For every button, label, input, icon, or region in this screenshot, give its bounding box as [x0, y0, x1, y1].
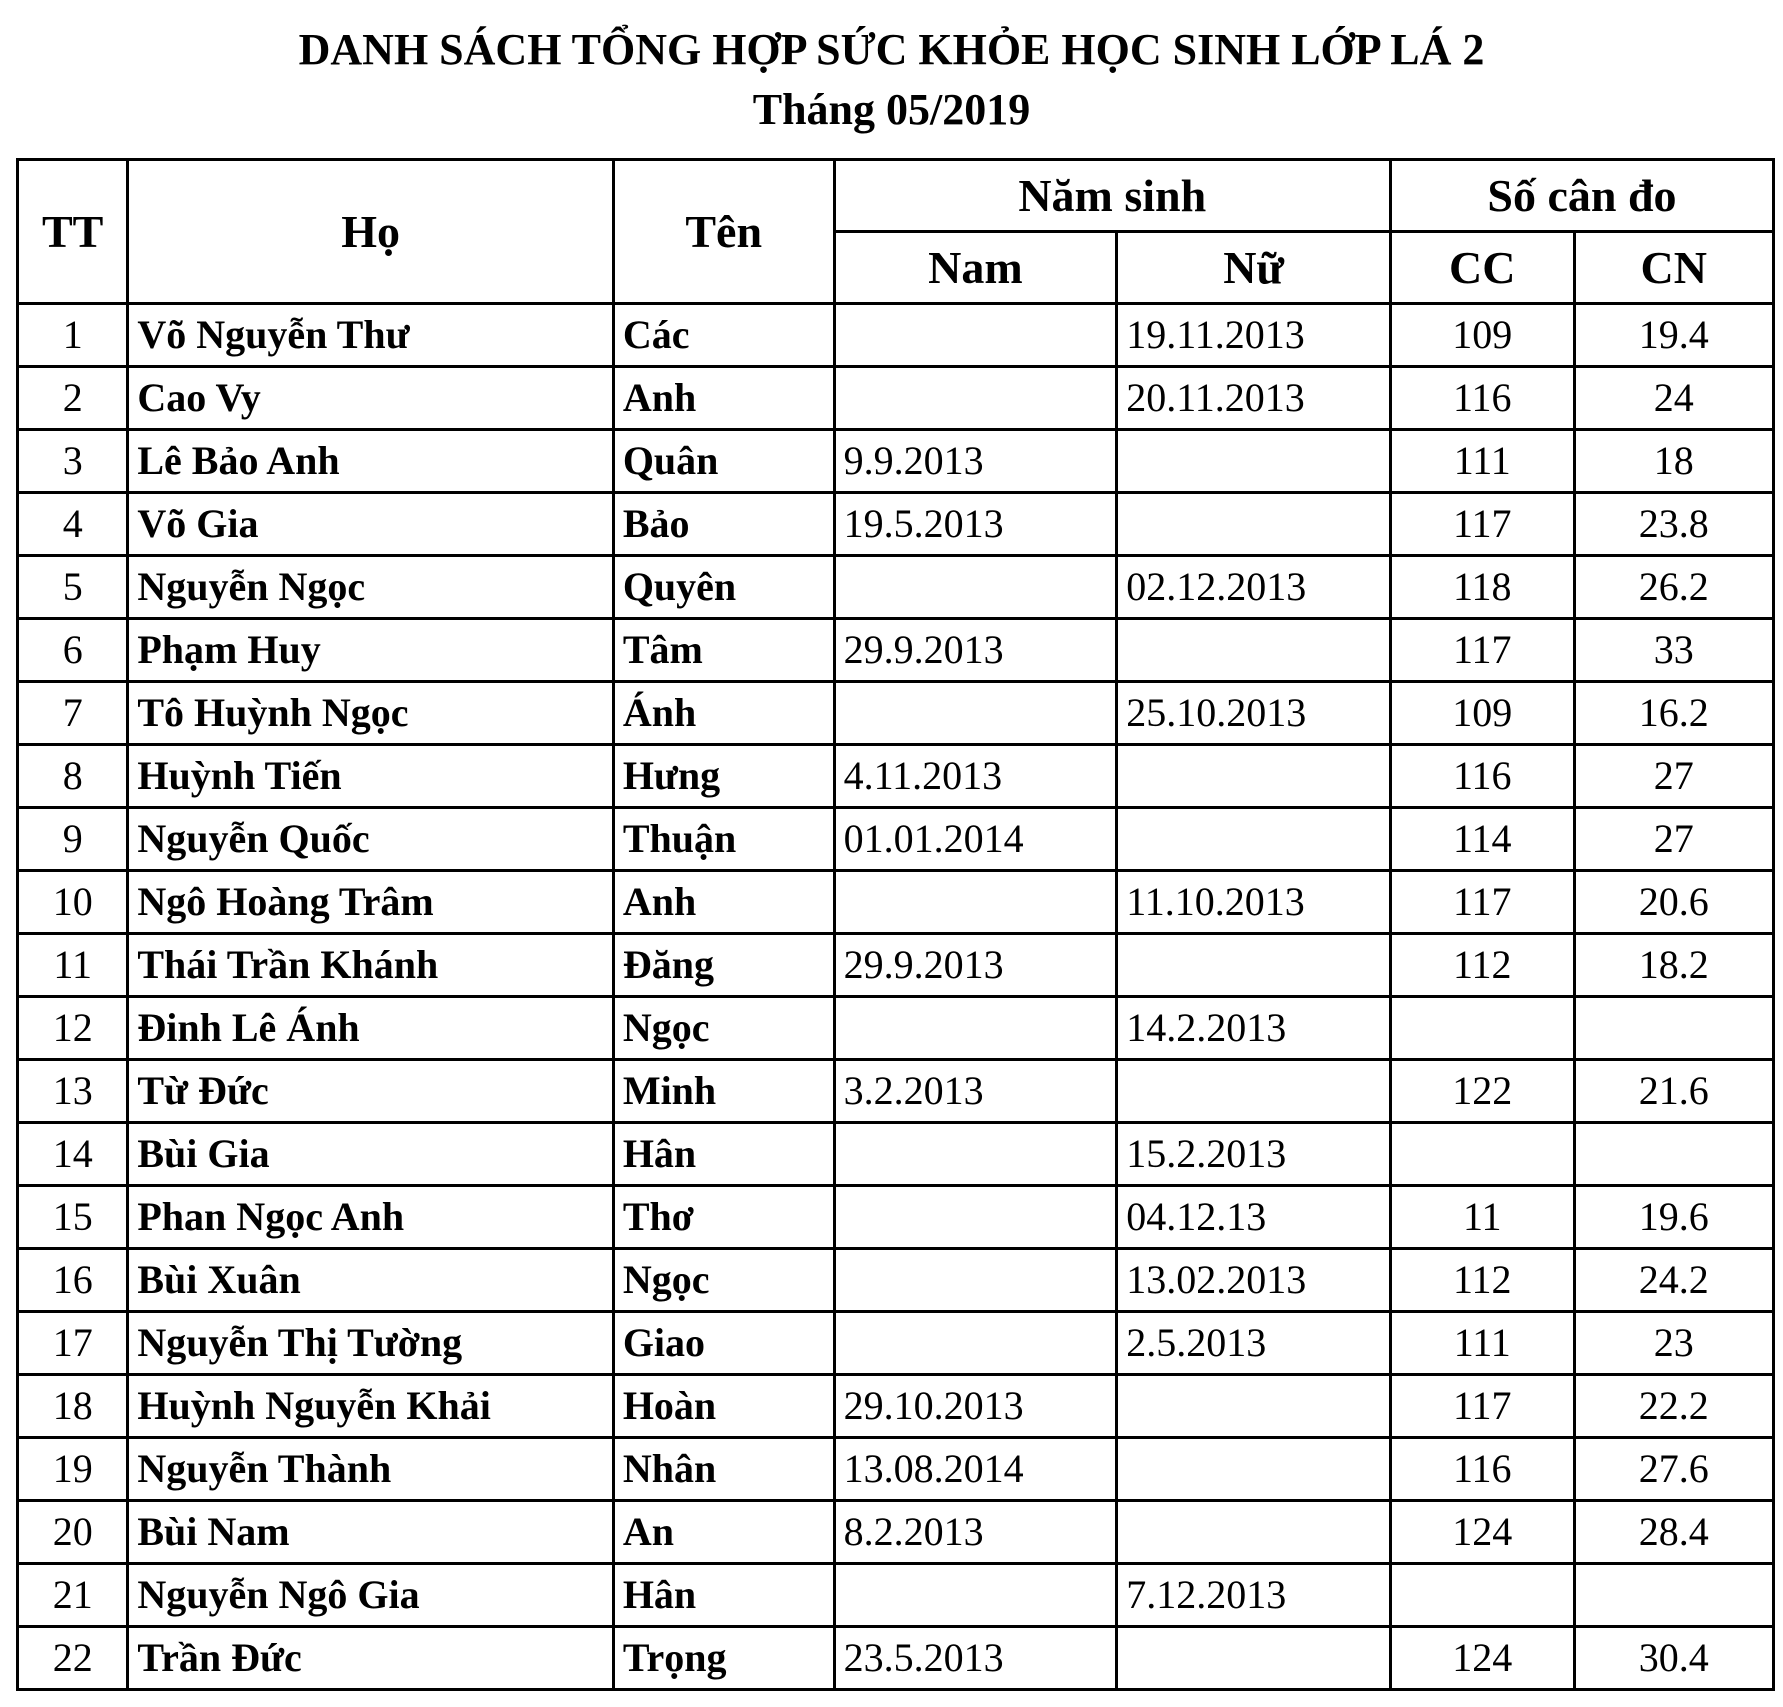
cell-nam: 8.2.2013	[834, 1501, 1117, 1564]
cell-tt: 18	[18, 1375, 128, 1438]
cell-nu	[1117, 808, 1391, 871]
cell-nu: 7.12.2013	[1117, 1564, 1391, 1627]
cell-cn: 19.4	[1574, 304, 1773, 367]
cell-ho: Bùi Gia	[128, 1123, 613, 1186]
cell-nam	[834, 1249, 1117, 1312]
table-row	[18, 619, 1774, 682]
table-body	[18, 304, 1774, 1690]
cell-nam: 13.08.2014	[834, 1438, 1117, 1501]
cell-ten: Tâm	[613, 619, 834, 682]
cell-tt: 21	[18, 1564, 128, 1627]
cell-ho: Nguyễn Quốc	[128, 808, 613, 871]
cell-tt: 14	[18, 1123, 128, 1186]
cell-cc: 124	[1390, 1627, 1574, 1690]
cell-cn: 27.6	[1574, 1438, 1773, 1501]
cell-nu: 20.11.2013	[1117, 367, 1391, 430]
cell-nu: 14.2.2013	[1117, 997, 1391, 1060]
header-nam-sinh: Năm sinh	[834, 160, 1390, 232]
cell-ten: An	[613, 1501, 834, 1564]
cell-nu: 2.5.2013	[1117, 1312, 1391, 1375]
table-row	[18, 304, 1774, 367]
cell-ho: Phan Ngọc Anh	[128, 1186, 613, 1249]
cell-nam	[834, 682, 1117, 745]
cell-nam: 19.5.2013	[834, 493, 1117, 556]
table-row	[18, 1375, 1774, 1438]
cell-nu	[1117, 1375, 1391, 1438]
cell-ho: Nguyễn Thành	[128, 1438, 613, 1501]
table-row	[18, 1438, 1774, 1501]
cell-tt: 3	[18, 430, 128, 493]
table-row	[18, 1627, 1774, 1690]
table-row	[18, 1186, 1774, 1249]
cell-tt: 8	[18, 745, 128, 808]
cell-cc: 109	[1390, 304, 1574, 367]
cell-nu	[1117, 493, 1391, 556]
cell-cn: 18.2	[1574, 934, 1773, 997]
cell-nu: 11.10.2013	[1117, 871, 1391, 934]
cell-cn: 24	[1574, 367, 1773, 430]
cell-nu: 13.02.2013	[1117, 1249, 1391, 1312]
cell-cn: 16.2	[1574, 682, 1773, 745]
cell-nam: 29.9.2013	[834, 934, 1117, 997]
cell-tt: 20	[18, 1501, 128, 1564]
cell-tt: 17	[18, 1312, 128, 1375]
cell-cn: 22.2	[1574, 1375, 1773, 1438]
table-row	[18, 430, 1774, 493]
cell-cn: 28.4	[1574, 1501, 1773, 1564]
cell-cn: 23	[1574, 1312, 1773, 1375]
cell-cn: 19.6	[1574, 1186, 1773, 1249]
cell-ten: Anh	[613, 367, 834, 430]
cell-ten: Minh	[613, 1060, 834, 1123]
cell-cc	[1390, 1123, 1574, 1186]
cell-tt: 4	[18, 493, 128, 556]
header-so-can-do: Số cân đo	[1390, 160, 1773, 232]
cell-tt: 13	[18, 1060, 128, 1123]
cell-cc: 111	[1390, 1312, 1574, 1375]
cell-tt: 10	[18, 871, 128, 934]
table-row	[18, 934, 1774, 997]
cell-cc: 116	[1390, 745, 1574, 808]
cell-nu	[1117, 934, 1391, 997]
cell-nu	[1117, 619, 1391, 682]
cell-nu: 25.10.2013	[1117, 682, 1391, 745]
cell-cc: 117	[1390, 619, 1574, 682]
cell-nam: 29.9.2013	[834, 619, 1117, 682]
table-row	[18, 1249, 1774, 1312]
cell-cn: 18	[1574, 430, 1773, 493]
cell-cc: 112	[1390, 1249, 1574, 1312]
cell-cn: 26.2	[1574, 556, 1773, 619]
cell-cc: 111	[1390, 430, 1574, 493]
cell-nam: 29.10.2013	[834, 1375, 1117, 1438]
cell-tt: 15	[18, 1186, 128, 1249]
cell-ho: Bùi Nam	[128, 1501, 613, 1564]
header-cn: CN	[1574, 232, 1773, 304]
cell-ho: Lê Bảo Anh	[128, 430, 613, 493]
table-row	[18, 745, 1774, 808]
cell-cc	[1390, 997, 1574, 1060]
cell-nam: 01.01.2014	[834, 808, 1117, 871]
header-ten: Tên	[613, 160, 834, 304]
cell-tt: 22	[18, 1627, 128, 1690]
cell-nam	[834, 1312, 1117, 1375]
cell-cc: 122	[1390, 1060, 1574, 1123]
cell-ho: Bùi Xuân	[128, 1249, 613, 1312]
cell-ten: Quân	[613, 430, 834, 493]
cell-ten: Thuận	[613, 808, 834, 871]
cell-cc: 116	[1390, 367, 1574, 430]
header-nam: Nam	[834, 232, 1117, 304]
cell-nam	[834, 367, 1117, 430]
cell-cc: 118	[1390, 556, 1574, 619]
cell-nam	[834, 1564, 1117, 1627]
cell-cn: 24.2	[1574, 1249, 1773, 1312]
cell-ho: Từ Đức	[128, 1060, 613, 1123]
header-row-top	[18, 160, 1774, 232]
cell-ten: Các	[613, 304, 834, 367]
cell-tt: 7	[18, 682, 128, 745]
table-row	[18, 1312, 1774, 1375]
cell-ten: Quyên	[613, 556, 834, 619]
cell-tt: 6	[18, 619, 128, 682]
cell-ho: Võ Nguyễn Thư	[128, 304, 613, 367]
cell-nu: 04.12.13	[1117, 1186, 1391, 1249]
cell-nu	[1117, 1060, 1391, 1123]
cell-cc	[1390, 1564, 1574, 1627]
cell-nam	[834, 556, 1117, 619]
table-row	[18, 871, 1774, 934]
table-row	[18, 1060, 1774, 1123]
cell-cn: 27	[1574, 808, 1773, 871]
cell-ten: Đăng	[613, 934, 834, 997]
table-row	[18, 808, 1774, 871]
health-table	[16, 158, 1775, 1691]
cell-nam	[834, 1123, 1117, 1186]
table-row	[18, 682, 1774, 745]
cell-ho: Nguyễn Ngọc	[128, 556, 613, 619]
document-subtitle: Tháng 05/2019	[752, 85, 1031, 134]
cell-ho: Đinh Lê Ánh	[128, 997, 613, 1060]
cell-nu	[1117, 1627, 1391, 1690]
cell-ten: Hưng	[613, 745, 834, 808]
cell-ho: Võ Gia	[128, 493, 613, 556]
cell-nu	[1117, 745, 1391, 808]
cell-cc: 117	[1390, 493, 1574, 556]
cell-cn	[1574, 1564, 1773, 1627]
cell-tt: 19	[18, 1438, 128, 1501]
cell-cc: 124	[1390, 1501, 1574, 1564]
cell-ho: Huỳnh Tiến	[128, 745, 613, 808]
cell-nu: 19.11.2013	[1117, 304, 1391, 367]
cell-ten: Thơ	[613, 1186, 834, 1249]
cell-ten: Hoàn	[613, 1375, 834, 1438]
cell-cc: 117	[1390, 1375, 1574, 1438]
cell-tt: 1	[18, 304, 128, 367]
cell-ten: Ngọc	[613, 997, 834, 1060]
cell-nu	[1117, 1501, 1391, 1564]
cell-nam: 23.5.2013	[834, 1627, 1117, 1690]
cell-cc: 117	[1390, 871, 1574, 934]
table-row	[18, 367, 1774, 430]
cell-nu	[1117, 1438, 1391, 1501]
header-tt: TT	[18, 160, 128, 304]
cell-ten: Giao	[613, 1312, 834, 1375]
cell-ho: Cao Vy	[128, 367, 613, 430]
cell-cn: 27	[1574, 745, 1773, 808]
cell-nam	[834, 1186, 1117, 1249]
table-row	[18, 997, 1774, 1060]
cell-ten: Ngọc	[613, 1249, 834, 1312]
cell-nam	[834, 997, 1117, 1060]
cell-cc: 114	[1390, 808, 1574, 871]
cell-nu	[1117, 430, 1391, 493]
cell-ho: Thái Trần Khánh	[128, 934, 613, 997]
cell-ten: Nhân	[613, 1438, 834, 1501]
cell-tt: 12	[18, 997, 128, 1060]
cell-cc: 11	[1390, 1186, 1574, 1249]
cell-ho: Huỳnh Nguyễn Khải	[128, 1375, 613, 1438]
cell-tt: 2	[18, 367, 128, 430]
table-row	[18, 556, 1774, 619]
cell-cn: 30.4	[1574, 1627, 1773, 1690]
cell-ho: Nguyễn Ngô Gia	[128, 1564, 613, 1627]
header-ho: Họ	[128, 160, 613, 304]
cell-nu: 02.12.2013	[1117, 556, 1391, 619]
table-row	[18, 1123, 1774, 1186]
cell-ten: Hân	[613, 1123, 834, 1186]
cell-cc: 109	[1390, 682, 1574, 745]
cell-ho: Ngô Hoàng Trâm	[128, 871, 613, 934]
cell-nam: 4.11.2013	[834, 745, 1117, 808]
cell-cn: 20.6	[1574, 871, 1773, 934]
cell-tt: 11	[18, 934, 128, 997]
cell-ten: Bảo	[613, 493, 834, 556]
header-cc: CC	[1390, 232, 1574, 304]
cell-cn	[1574, 997, 1773, 1060]
cell-ho: Trần Đức	[128, 1627, 613, 1690]
cell-cn: 33	[1574, 619, 1773, 682]
cell-nam	[834, 304, 1117, 367]
cell-nam: 9.9.2013	[834, 430, 1117, 493]
cell-nam: 3.2.2013	[834, 1060, 1117, 1123]
table-row	[18, 1501, 1774, 1564]
cell-ho: Phạm Huy	[128, 619, 613, 682]
cell-ten: Ánh	[613, 682, 834, 745]
cell-cn	[1574, 1123, 1773, 1186]
table-row	[18, 493, 1774, 556]
header-nu: Nữ	[1117, 232, 1391, 304]
cell-tt: 9	[18, 808, 128, 871]
cell-ten: Trọng	[613, 1627, 834, 1690]
cell-tt: 16	[18, 1249, 128, 1312]
cell-cn: 21.6	[1574, 1060, 1773, 1123]
cell-tt: 5	[18, 556, 128, 619]
cell-cn: 23.8	[1574, 493, 1773, 556]
cell-ten: Anh	[613, 871, 834, 934]
cell-ten: Hân	[613, 1564, 834, 1627]
cell-cc: 112	[1390, 934, 1574, 997]
document-title: DANH SÁCH TỔNG HỢP SỨC KHỎE HỌC SINH LỚP LÁ 2	[298, 25, 1485, 74]
cell-nam	[834, 871, 1117, 934]
cell-ho: Nguyễn Thị Tường	[128, 1312, 613, 1375]
cell-ho: Tô Huỳnh Ngọc	[128, 682, 613, 745]
cell-cc: 116	[1390, 1438, 1574, 1501]
cell-nu: 15.2.2013	[1117, 1123, 1391, 1186]
table-row	[18, 1564, 1774, 1627]
